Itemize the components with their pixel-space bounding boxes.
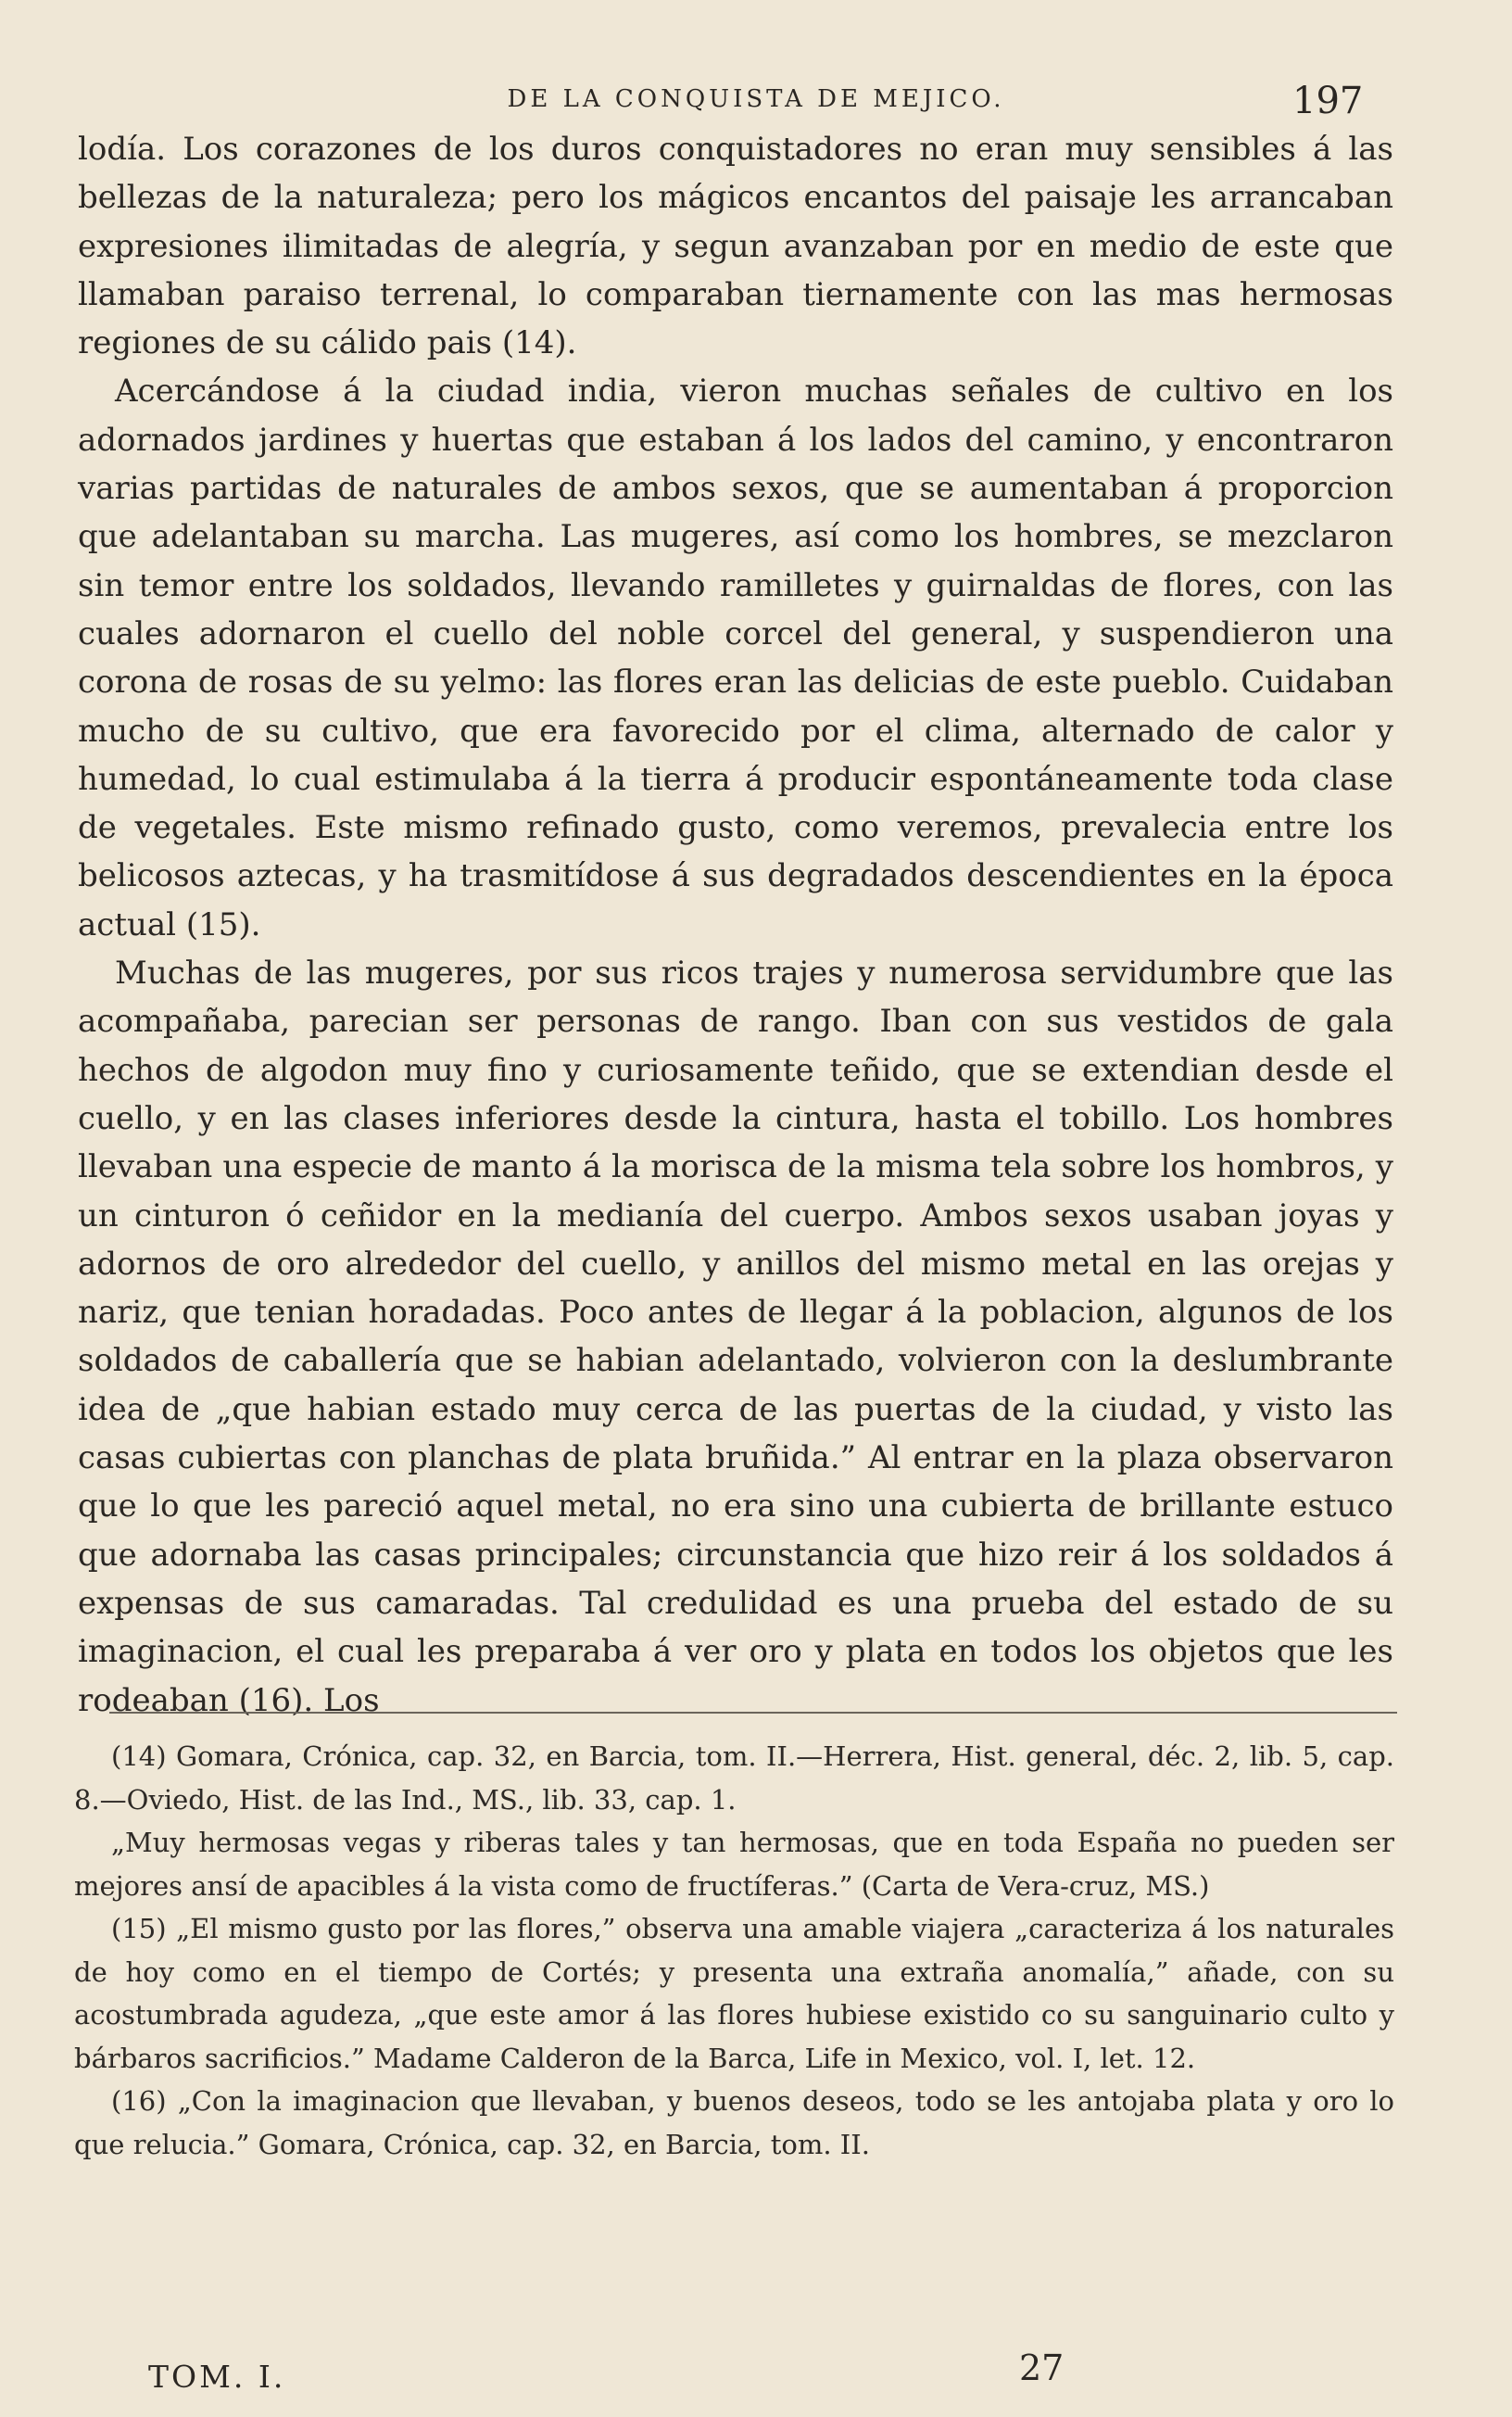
- volume-label: TOM. I.: [148, 2359, 286, 2395]
- page-number: 197: [1292, 80, 1364, 122]
- page-header: [0, 80, 1512, 126]
- paragraph: Muchas de las mugeres, por sus ricos trajes y numerosa servidumbre que las acompañaba, parecian ser personas de rango. Iban con sus vestidos de gala hechos de algodon muy fino y curiosamente teñido, que se extendian desde el cuello, y en las clases inferiores desde la cintura, hasta el tobillo. Los hombres llevaban una especie de manto á la morisca de la misma tela sobre los hombros, y un cinturon ó ceñidor en la medianía del cuerpo. Ambos sexos usaban joyas y adornos de oro alrededor del cuello, y anillos del mismo metal en las orejas y nariz, que tenian horadadas. Poco antes de llegar á la poblacion, algunos de los soldados de caballería que se habian adelantado, volvieron con la deslumbrante idea de „que habian estado muy cerca de las puertas de la ciudad, y visto las casas cubiertas con planchas de plata bruñida.” Al entrar en la plaza observaron que lo que les pareció aquel metal, no era sino una cubierta de brillante estuco que adornaba las casas principales; circunstancia que hizo reir á los soldados á expensas de sus camaradas. Tal credulidad es una prueba del estado de su imaginacion, el cual les preparaba á ver oro y plata en todos los objetos que les rodeaban (16). Los: [78, 955, 1393, 1719]
- footnote-14: (14) Gomara, Crónica, cap. 32, en Barcia, tom. II.—Herrera, Hist. general, déc. 2, lib. 5, cap. 8.—Oviedo, Hist. de las Ind., MS., lib. 33, cap. 1.: [74, 1740, 1394, 1816]
- footnote-16: (16) „Con la imaginacion que llevaban, y buenos deseos, todo se les antojaba plata y oro lo que relucia.” Gomara, Crónica, cap. 32, en Barcia, tom. II.: [74, 2085, 1394, 2160]
- footnote-14-quote: „Muy hermosas vegas y riberas tales y tan hermosas, que en toda España no pueden ser mejores ansí de apacibles á la vista como de fructíferas.” (Carta de Vera-cruz, MS.): [74, 1827, 1394, 1902]
- page-footer: [148, 2347, 1075, 2405]
- running-title: DE LA CONQUISTA DE MEJICO.: [507, 85, 1005, 113]
- footnote-15: (15) „El mismo gusto por las flores,” observa una amable viajera „caracteriza á los naturales de hoy como en el tiempo de Cortés; y presenta una extraña anomalía,” añade, con su acostumbrada agudeza, „que este amor á las flores hubiese existido co su sanguinario culto y bárbaros sacrificios.” Madame Calderon de la Barca, Life in Mexico, vol. I, let. 12.: [74, 1913, 1394, 2074]
- signature-mark: 27: [1019, 2347, 1065, 2388]
- footnote-divider: [109, 1712, 1397, 1714]
- paragraph: lodía. Los corazones de los duros conquistadores no eran muy sensibles á las bellezas de la naturaleza; pero los mágicos encantos del paisaje les arrancaban expresiones ilimitadas de alegría, y segun avanzaban por en medio de este que llamaban paraiso terrenal, lo comparaban tiernamente con las mas hermosas regiones de su cálido pais (14).: [78, 131, 1393, 362]
- footnotes: [74, 1735, 1394, 2166]
- main-text: [78, 125, 1393, 1725]
- paragraph: Acercándose á la ciudad india, vieron muchas señales de cultivo en los adornados jardines y huertas que estaban á los lados del camino, y encontraron varias partidas de naturales de ambos sexos, que se aumentaban á proporcion que adelantaban su marcha. Las mugeres, así como los hombres, se mezclaron sin temor entre los soldados, llevando ramilletes y guirnaldas de flores, con las cuales adornaron el cuello del noble corcel del general, y suspendieron una corona de rosas de su yelmo: las flores eran las delicias de este pueblo. Cuidaban mucho de su cultivo, que era favorecido por el clima, alternado de calor y humedad, lo cual estimulaba á la tierra á producir espontáneamente toda clase de vegetales. Este mismo refinado gusto, como veremos, prevalecia entre los belicosos aztecas, y ha trasmitídose á sus degradados descendientes en la época actual (15).: [78, 373, 1393, 943]
